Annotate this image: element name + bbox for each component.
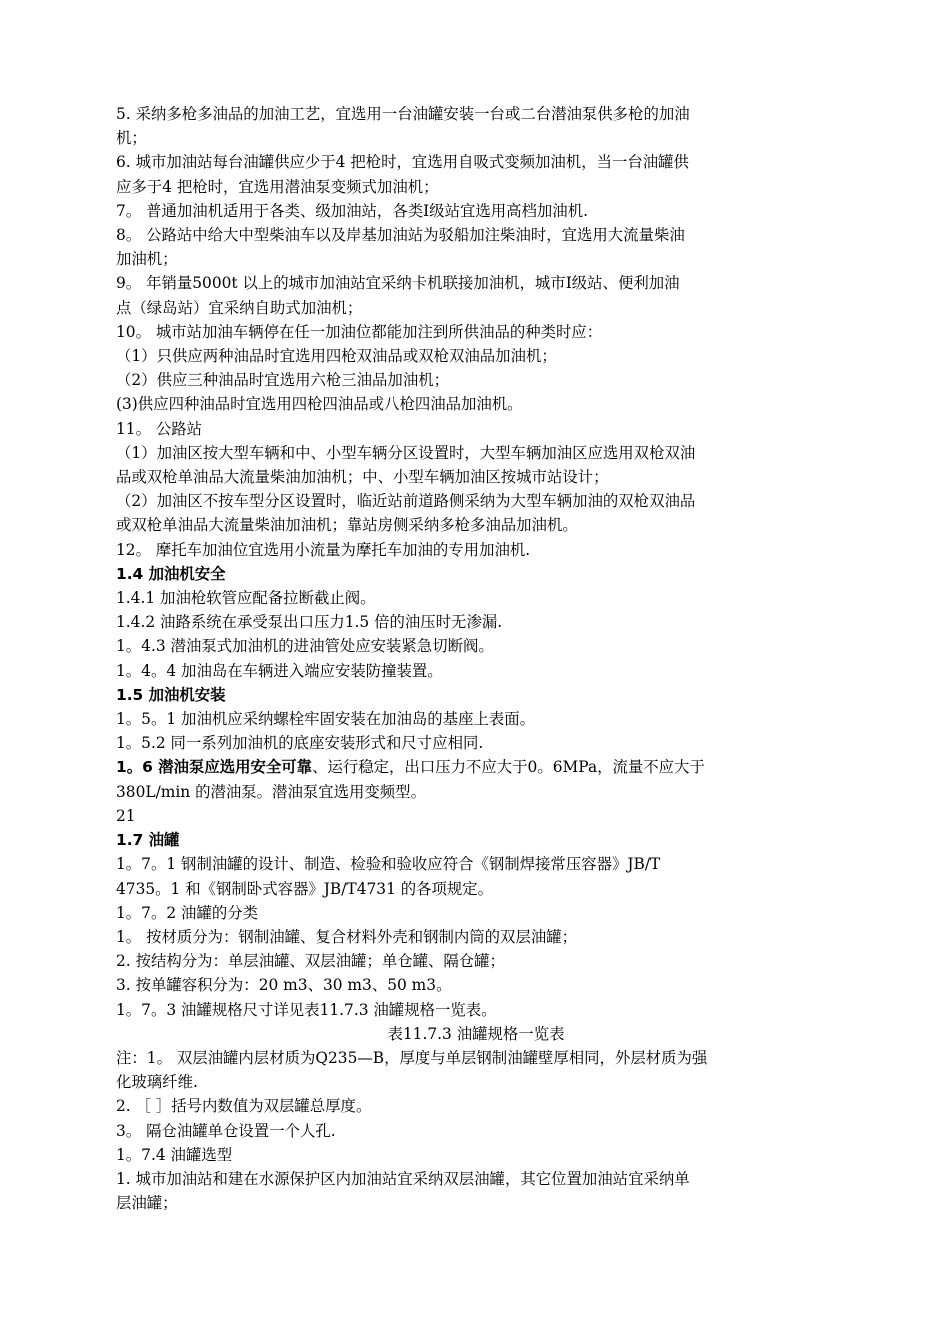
text-line: 1。4。4 加油岛在车辆进入端应安装防撞装置。 (116, 661, 443, 680)
text-line: 1。7。3 油罐规格尺寸详见表11.7.3 油罐规格一览表。 (116, 1000, 497, 1019)
page-number: 21 (116, 806, 136, 825)
text-line: 点（绿岛站）宜采纳自助式加油机； (116, 298, 363, 317)
note-line: 3。 隔仓油罐单仓设置一个人孔. (116, 1121, 336, 1140)
text-line: （2）供应三种油品时宜选用六枪三油品加油机； (116, 371, 449, 390)
text-line: 1。7.4 油罐选型 (116, 1145, 233, 1164)
text-line: 1. 城市加油站和建在水源保护区内加油站宜采纳双层油罐，其它位置加油站宜采纳单 (116, 1169, 690, 1188)
text-line: 1。 按材质分为：钢制油罐、复合材料外壳和钢制内筒的双层油罐； (116, 927, 578, 946)
text-line: 7。 普通加油机适用于各类、级加油站，各类Ⅰ级站宜选用高档加油机. (116, 201, 588, 220)
text-line: 机； (116, 129, 147, 148)
text-line: 品或双枪单油品大流量柴油加油机；中、小型车辆加油区按城市站设计； (116, 468, 609, 487)
text-line: 11。 公路站 (116, 419, 203, 438)
text-line: 或双枪单油品大流量柴油加油机；靠站房侧采纳多枪多油品加油机。 (116, 516, 578, 535)
text-line: 9。 年销量5000t 以上的城市加油站宜采纳卡机联接加油机，城市Ⅰ级站、便利加油 (116, 274, 680, 293)
text-line: 1。5.2 同一系列加油机的底座安装形式和尺寸应相同. (116, 734, 484, 753)
text-line: 1.4.1 加油枪软管应配备拉断截止阀。 (116, 589, 376, 608)
text-line: 6. 城市加油站每台油罐供应少于4 把枪时，宜选用自吸式变频加油机，当一台油罐供 (116, 153, 689, 172)
text-line: 1.4.2 油路系统在承受泵出口压力1.5 倍的油压时无渗漏. (116, 613, 503, 632)
text-line: （1）只供应两种油品时宜选用四枪双油品或双枪双油品加油机； (116, 347, 557, 366)
section-heading-1-6: 1。6 潜油泵应选用安全可靠 (116, 758, 313, 777)
text-line: 380L/min 的潜油泵。潜油泵宜选用变频型。 (116, 782, 426, 801)
text-line: 12。 摩托车加油位宜选用小流量为摩托车加油的专用加油机. (116, 540, 531, 559)
text-line: 1。4.3 潜油泵式加油机的进油管处应安装紧急切断阀。 (116, 637, 494, 656)
table-caption: 表11.7.3 油罐规格一览表 (387, 1024, 565, 1043)
text-line: 应多于4 把枪时，宜选用潜油泵变频式加油机； (116, 177, 439, 196)
section-heading-1-4: 1.4 加油机安全 (116, 564, 226, 583)
text-line: 3. 按单罐容积分为：20 m3、30 m3、50 m3。 (116, 976, 452, 995)
text-line: 4735。1 和《钢制卧式容器》JB/T4731 的各项规定。 (116, 879, 494, 898)
document-page (116, 102, 836, 1215)
text-line: 1。7。2 油罐的分类 (116, 903, 259, 922)
text-line: 加油机； (116, 250, 178, 269)
note-line: 化玻璃纤维. (116, 1073, 198, 1092)
text-line: （2）加油区不按车型分区设置时，临近站前道路侧采纳为大型车辆加油的双枪双油品 (116, 492, 696, 511)
text-line: 5. 采纳多枪多油品的加油工艺，宜选用一台油罐安装一台或二台潜油泵供多枪的加油 (116, 105, 690, 123)
text-line: 1。5。1 加油机应采纳螺栓牢固安装在加油岛的基座上表面。 (116, 710, 536, 729)
text-line: (3)供应四种油品时宜选用四枪四油品或八枪四油品加油机。 (116, 395, 523, 414)
text-line: （1）加油区按大型车辆和中、小型车辆分区设置时，大型车辆加油区应选用双枪双油 (116, 443, 696, 462)
note-line: 2. ［ ］括号内数值为双层罐总厚度。 (116, 1097, 372, 1116)
section-1-6-text: 、运行稳定，出口压力不应大于0。6MPa，流量不应大于 (312, 758, 705, 777)
text-line: 层油罐； (116, 1194, 178, 1213)
text-line: 1。7。1 钢制油罐的设计、制造、检验和验收应符合《钢制焊接常压容器》JB/T (116, 855, 661, 874)
note-line: 注：1。 双层油罐内层材质为Q235—B，厚度与单层钢制油罐壁厚相同，外层材质为强 (116, 1048, 708, 1067)
section-heading-1-5: 1.5 加油机安装 (116, 685, 226, 704)
section-1-6-line (116, 755, 836, 779)
text-line: 10。 城市站加油车辆停在任一加油位都能加注到所供油品的种类时应： (116, 322, 603, 341)
section-heading-1-7: 1.7 油罐 (116, 831, 180, 850)
text-line: 2. 按结构分为：单层油罐、双层油罐；单仓罐、隔仓罐； (116, 952, 505, 971)
text-line: 8。 公路站中给大中型柴油车以及岸基加油站为驳船加注柴油时，宜选用大流量柴油 (116, 226, 685, 245)
